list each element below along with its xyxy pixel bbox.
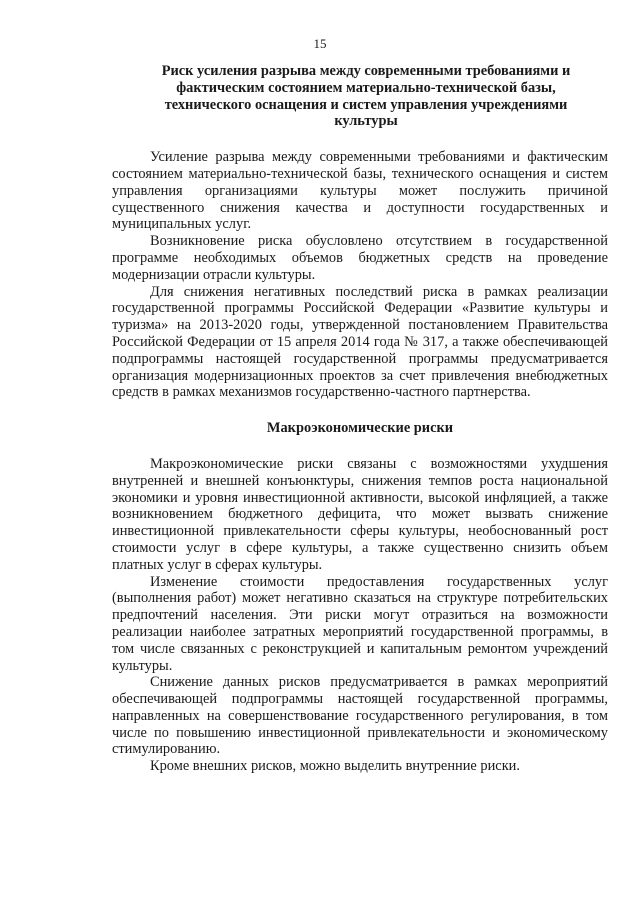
document-body (112, 63, 608, 775)
spacer (112, 130, 608, 149)
page-number: 15 (313, 36, 327, 51)
paragraph: Возникновение риска обусловлено отсутствием в государственной программе необходимых объемов бюджетных средств на проведение модернизации отрасли культуры. (112, 233, 608, 283)
section-title-macroeconomic-risks: Макроэкономические риски (266, 420, 454, 437)
paragraph: Снижение данных рисков предусматривается в рамках мероприятий обеспечивающей подпрограммы настоящей государственной программы, направленных на совершенствование государственного регулирования, в том числе по повышению инвестиционной привлекательности и экономическому стимулированию. (112, 674, 608, 758)
section-title-modernization-risk: Риск усиления разрыва между современными требованиями и фактическим состоянием материально-технической базы, технического оснащения и систем управления учреждениями культуры (161, 63, 571, 130)
spacer (112, 437, 608, 456)
paragraph: Кроме внешних рисков, можно выделить внутренние риски. (150, 758, 520, 775)
paragraph: Изменение стоимости предоставления государственных услуг (выполнения работ) может негативно сказаться на структуре потребительских предпочтений населения. Эти риски могут отразиться на возможности реализации наиболее затратных мероприятий государственной программы, в том числе связанных с реконструкцией и капитальным ремонтом учреждений культуры. (112, 573, 608, 674)
paragraph: Усиление разрыва между современными требованиями и фактическим состоянием материально-технической базы, технического оснащения и систем управления организациями культуры может послужить причиной существенного снижения качества и доступности государственных и муниципальных услуг. (112, 149, 608, 233)
paragraph: Макроэкономические риски связаны с возможностями ухудшения внутренней и внешней конъюнктуры, снижения темпов роста национальной экономики и уровня инвестиционной активности, высокой инфляцией, а также возникновением бюджетного дефицита, что может вызвать снижение инвестиционной привлекательности сферы культуры, необоснованный рост стоимости услуг в сфере культуры, а также существенно снизить объем платных услуг в сферах культуры. (112, 455, 608, 573)
paragraph: Для снижения негативных последствий риска в рамках реализации государственной программы Российской Федерации «Развитие культуры и туризма» на 2013-2020 годы, утвержденной постановлением Правительства Российской Федерации от 15 апреля 2014 года № 317, а также обеспечивающей подпрограммы настоящей государственной программы предусматривается организация модернизационных проектов за счет привлечения внебюджетных средств в рамках механизмов государственно-частного партнерства. (112, 283, 608, 401)
